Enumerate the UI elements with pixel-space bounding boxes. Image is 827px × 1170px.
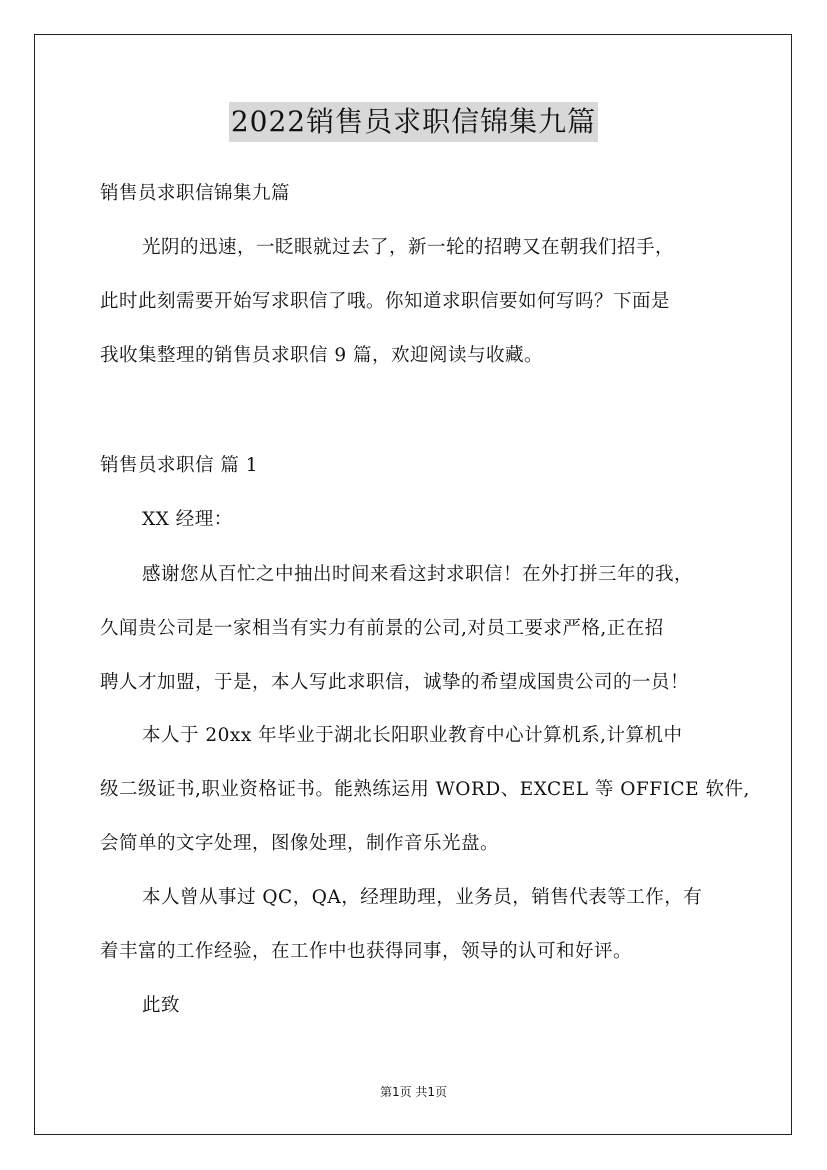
body-line: 级二级证书,职业资格证书。能熟练运用 WORD、EXCEL 等 OFFICE 软件, <box>100 779 750 800</box>
subtitle-line: 销售员求职信锦集九篇 <box>100 183 291 204</box>
intro-line-1: 光阴的迅速，一眨眼就过去了，新一轮的招聘又在朝我们招手， <box>142 237 675 258</box>
body-line: 会简单的文字处理，图像处理，制作音乐光盘。 <box>100 833 500 854</box>
closing-line: 此致 <box>142 995 181 1016</box>
document-title: 2022销售员求职信锦集九篇 <box>0 102 827 142</box>
body-line: 着丰富的工作经验，在工作中也获得同事，领导的认可和好评。 <box>100 941 633 962</box>
section-heading: 销售员求职信 篇 1 <box>100 455 259 476</box>
page-number-footer: 第1页 共1页 <box>379 1085 448 1099</box>
intro-line-2: 此时此刻需要开始写求职信了哦。你知道求职信要如何写吗？下面是 <box>100 291 671 312</box>
body-line: 本人于 20xx 年毕业于湖北长阳职业教育中心计算机系,计算机中 <box>142 725 683 746</box>
body-line: 感谢您从百忙之中抽出时间来看这封求职信！在外打拼三年的我， <box>142 564 694 585</box>
body-line: 久闻贵公司是一家相当有实力有前景的公司,对员工要求严格,正在招 <box>100 618 664 639</box>
body-line: 本人曾从事过 QC，QA，经理助理，业务员，销售代表等工作，有 <box>142 887 703 908</box>
intro-line-3: 我收集整理的销售员求职信 9 篇，欢迎阅读与收藏。 <box>100 345 544 366</box>
body-line: 聘人才加盟，于是，本人写此求职信，诚挚的希望成国贵公司的一员！ <box>100 672 690 693</box>
salutation: XX 经理： <box>142 509 233 530</box>
